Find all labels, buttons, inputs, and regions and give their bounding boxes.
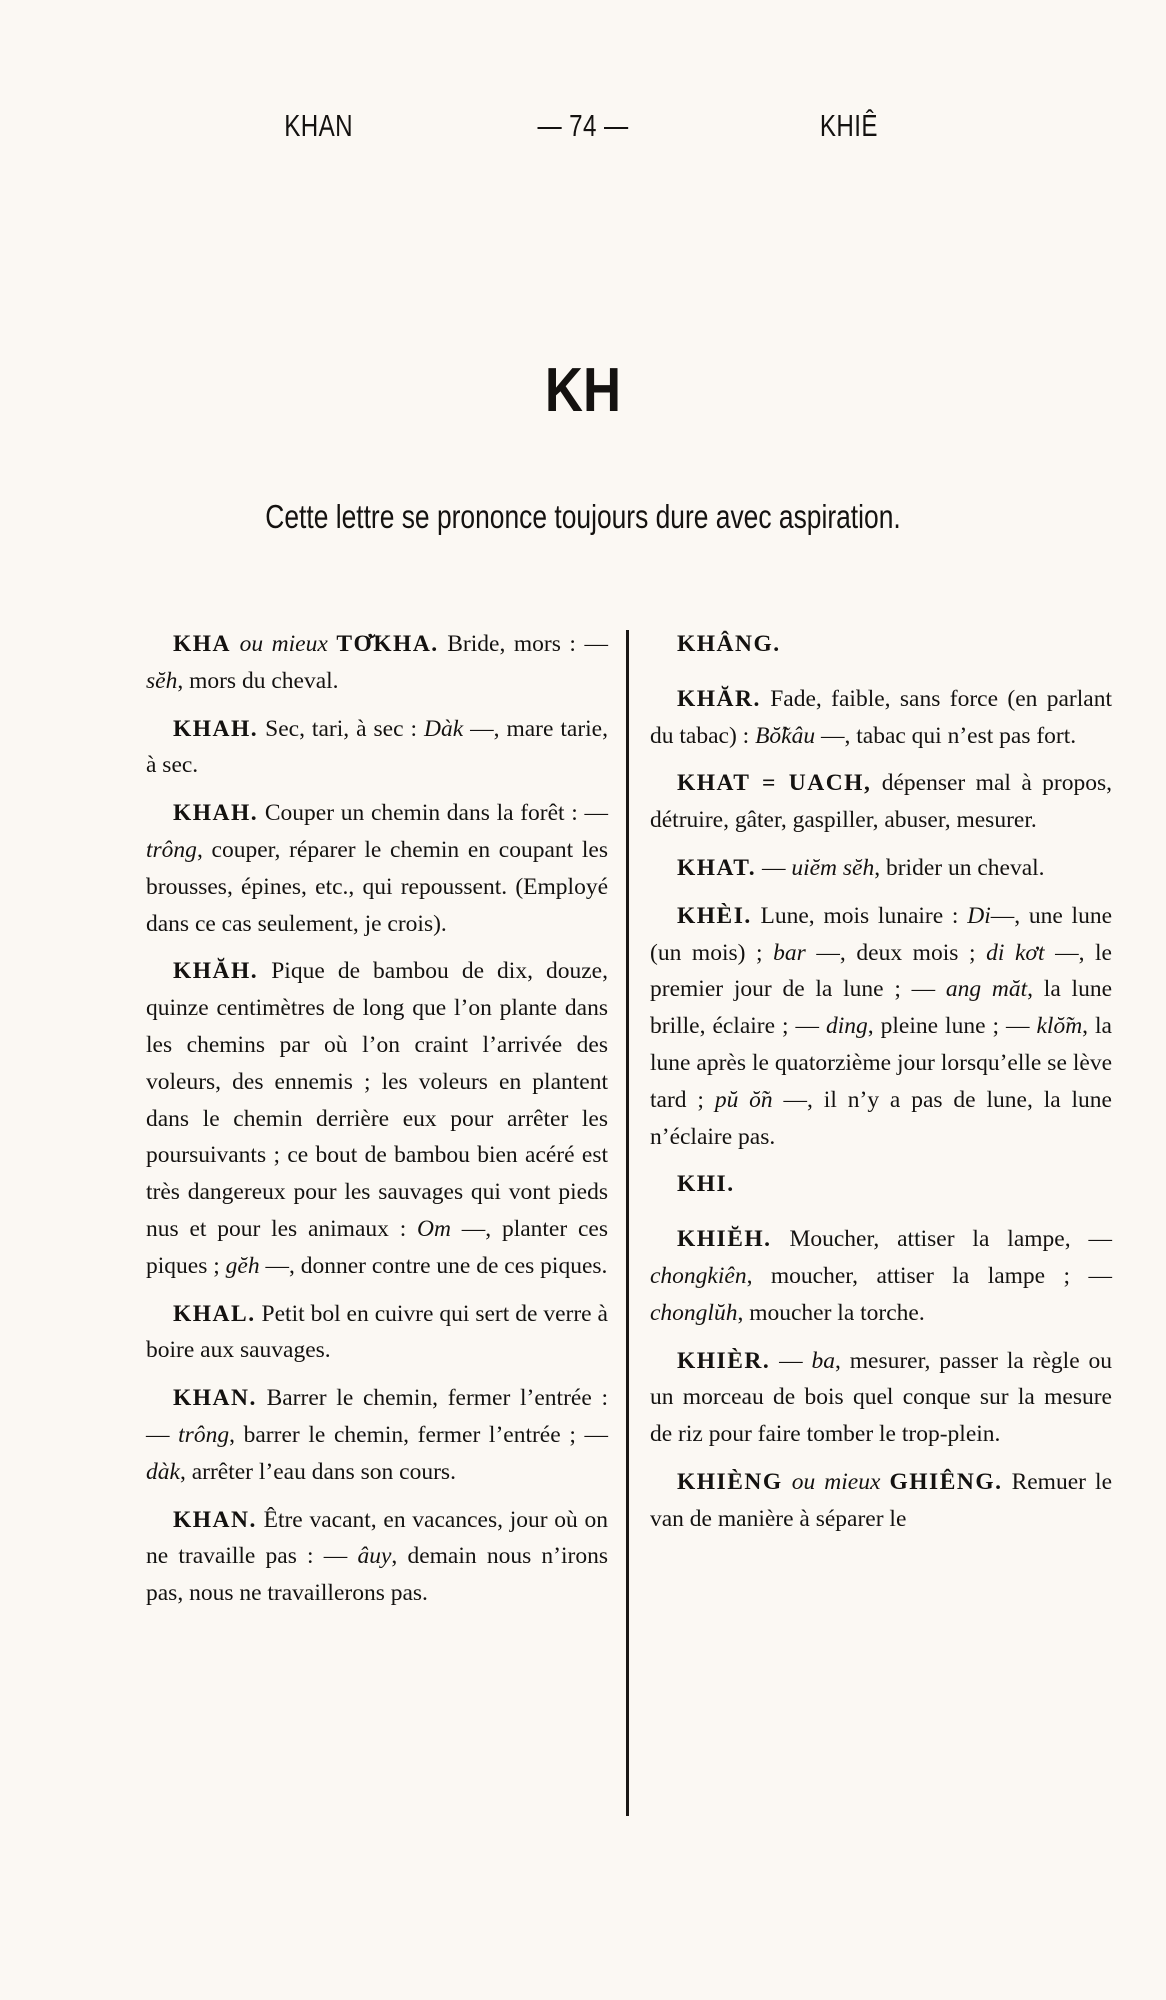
column-divider [626, 630, 629, 1816]
headword: KHĂR. [677, 685, 761, 712]
dictionary-entry [146, 711, 608, 785]
definition-text: —, il n’y a pas de lune, la lune n’éclaire pas. [650, 1086, 1112, 1150]
definition-text: , couper, réparer le chemin en coupant les brousses, épines, etc., qui repoussent. (Employé dans ce cas seulement, je crois). [146, 836, 608, 937]
example-term: uiĕm sĕh [791, 854, 875, 881]
example-term: trông [178, 1421, 230, 1448]
dictionary-entry [146, 795, 608, 942]
alt-connector: ou mieux [239, 631, 328, 657]
headword: KHAT. [677, 854, 757, 881]
headword: KHAT = UACH, [677, 770, 872, 797]
headword: KHAN. [173, 1385, 257, 1412]
example-term: ang măt [945, 976, 1028, 1003]
definition-text: — [756, 854, 792, 881]
definition-text: Petit bol en cuivre qui sert de verre à boire aux sauvages. [146, 1300, 608, 1364]
definition-text: —, deux mois ; [805, 939, 987, 966]
alt-headword: GHIÊNG. [889, 1468, 1003, 1495]
example-term: Di [967, 902, 991, 929]
definition-text: —, une lune (un mois) ; [650, 902, 1113, 966]
headword: KHAH. [173, 715, 259, 742]
dictionary-entry [650, 850, 1112, 887]
definition-text: , moucher la torche. [737, 1299, 925, 1326]
definition-text: , arrêter l’eau dans son cours. [179, 1458, 456, 1485]
example-term: bar [773, 939, 806, 966]
dictionary-entry [650, 1166, 1112, 1203]
dictionary-entry [650, 681, 1112, 755]
example-term: chongkiên [650, 1262, 747, 1289]
definition-text: , mors du cheval. [177, 667, 339, 694]
definition-text: —, le premier jour de la lune ; — [650, 939, 1112, 1003]
definition-text: Sec, tari, à sec : [258, 715, 424, 742]
dictionary-entry [146, 1380, 608, 1490]
alt-headword: TƠ̆KHA. [336, 631, 439, 657]
definition-text: , la lune après le quatorzième jour lorsqu’elle se lève tard ; [650, 1013, 1112, 1113]
headword: KHA [173, 631, 232, 657]
section-heading: KH [544, 356, 622, 425]
definition-text: Pique de bambou de dix, douze, quinze centimètres de long que l’on plante dans les chemins par où l’on craint l’arrivée des voleurs, des ennemis ; les voleurs en plantent dans le chemin derrière eux pour arrêter les poursuivants ; ce bout de bambou bien acéré est très dangereux pour les sauvages qui vont pieds nus et pour les animaux : [146, 958, 608, 1242]
definition-text: Moucher, attiser la lampe, — [771, 1226, 1112, 1253]
definition-text: , barrer le chemin, fermer l’entrée ; — [229, 1421, 608, 1448]
definition-text: —, mare tarie, à sec. [146, 715, 608, 779]
dictionary-entry [146, 953, 608, 1284]
left-column [146, 626, 608, 1623]
example-term: sĕh [146, 667, 178, 694]
example-term: âuy [357, 1543, 392, 1570]
definition-text: —, tabac qui n’est pas fort. [815, 722, 1077, 749]
dictionary-entry [650, 1464, 1112, 1538]
running-head [128, 108, 1037, 158]
headword: KHĂH. [173, 958, 259, 985]
definition-text: Fade, faible, sans force (en parlant du tabac) : [650, 685, 1112, 749]
dictionary-entry [650, 765, 1112, 839]
example-term: ba [811, 1347, 835, 1374]
right-guide-word: KHIÊ [819, 108, 878, 143]
alt-connector: ou mieux [791, 1468, 881, 1495]
dictionary-entry [146, 626, 608, 700]
definition-text: , pleine lune ; — [867, 1013, 1037, 1040]
example-term: chonglŭh [650, 1299, 738, 1326]
definition-text: , la lune brille, éclaire ; — [650, 976, 1112, 1040]
example-term: trông [146, 836, 197, 863]
definition-text: , mesurer, passer la règle ou un morceau de bois quel conque sur la mesure de riz pour faire tomber le trop-plein. [650, 1347, 1112, 1448]
definition-text: dépenser mal à propos, détruire, gâter, gaspiller, abuser, mesurer. [650, 770, 1113, 834]
dictionary-entry [650, 626, 1112, 663]
definition-text: Couper un chemin dans la forêt : — [258, 800, 608, 827]
example-term: ding [826, 1013, 868, 1040]
example-term: di kơt [986, 939, 1045, 966]
definition-text: , moucher, attiser la lampe ; — [746, 1262, 1112, 1289]
right-column [650, 626, 1112, 1549]
dictionary-entry [650, 898, 1112, 1156]
dictionary-entry [146, 1296, 608, 1370]
headword: KHAL. [173, 1300, 256, 1327]
headword: KHI. [677, 1171, 735, 1198]
example-term: Om [417, 1215, 451, 1242]
definition-text: —, planter ces piques ; [146, 1215, 608, 1279]
headword: KHIÈNG [677, 1468, 783, 1495]
headword: KHIĔH. [677, 1226, 772, 1253]
page-number: — 74 — [537, 108, 629, 143]
headword: KHÈI. [677, 902, 752, 929]
definition-text: Bride, mors : — [438, 631, 609, 657]
left-guide-word: KHAN [284, 108, 354, 143]
headword: KHAN. [173, 1506, 257, 1533]
definition-text: , demain nous n’irons pas, nous ne travaillerons pas. [146, 1543, 608, 1607]
definition-text: Remuer le van de manière à séparer le [650, 1468, 1112, 1532]
headword: KHÂNG. [677, 631, 781, 657]
dictionary-entry [650, 1221, 1112, 1331]
definition-text: —, donner contre une de ces piques. [259, 1252, 608, 1279]
example-term: Bŏ̃kâu [755, 722, 816, 749]
headword: KHIÈR. [677, 1347, 771, 1374]
definition-text: , brider un cheval. [874, 854, 1045, 881]
dictionary-entry [146, 1502, 608, 1612]
section-intro: Cette lettre se prononce toujours dure avec aspiration. [265, 498, 901, 535]
example-term: pŭ ŏ̃n [714, 1086, 773, 1113]
example-term: klŏ̃m [1036, 1013, 1083, 1040]
example-term: gĕh [225, 1252, 260, 1279]
dictionary-entry [650, 1343, 1112, 1453]
definition-text: Barrer le chemin, fermer l’entrée : — [146, 1385, 608, 1448]
example-term: Dàk [423, 715, 464, 742]
definition-text: Être vacant, en vacances, jour où on ne travaille pas : — [146, 1506, 608, 1570]
definition-text: Lune, mois lunaire : [751, 902, 968, 929]
headword: KHAH. [173, 800, 259, 827]
definition-text: — [770, 1347, 812, 1374]
example-term: dàk [146, 1458, 180, 1485]
